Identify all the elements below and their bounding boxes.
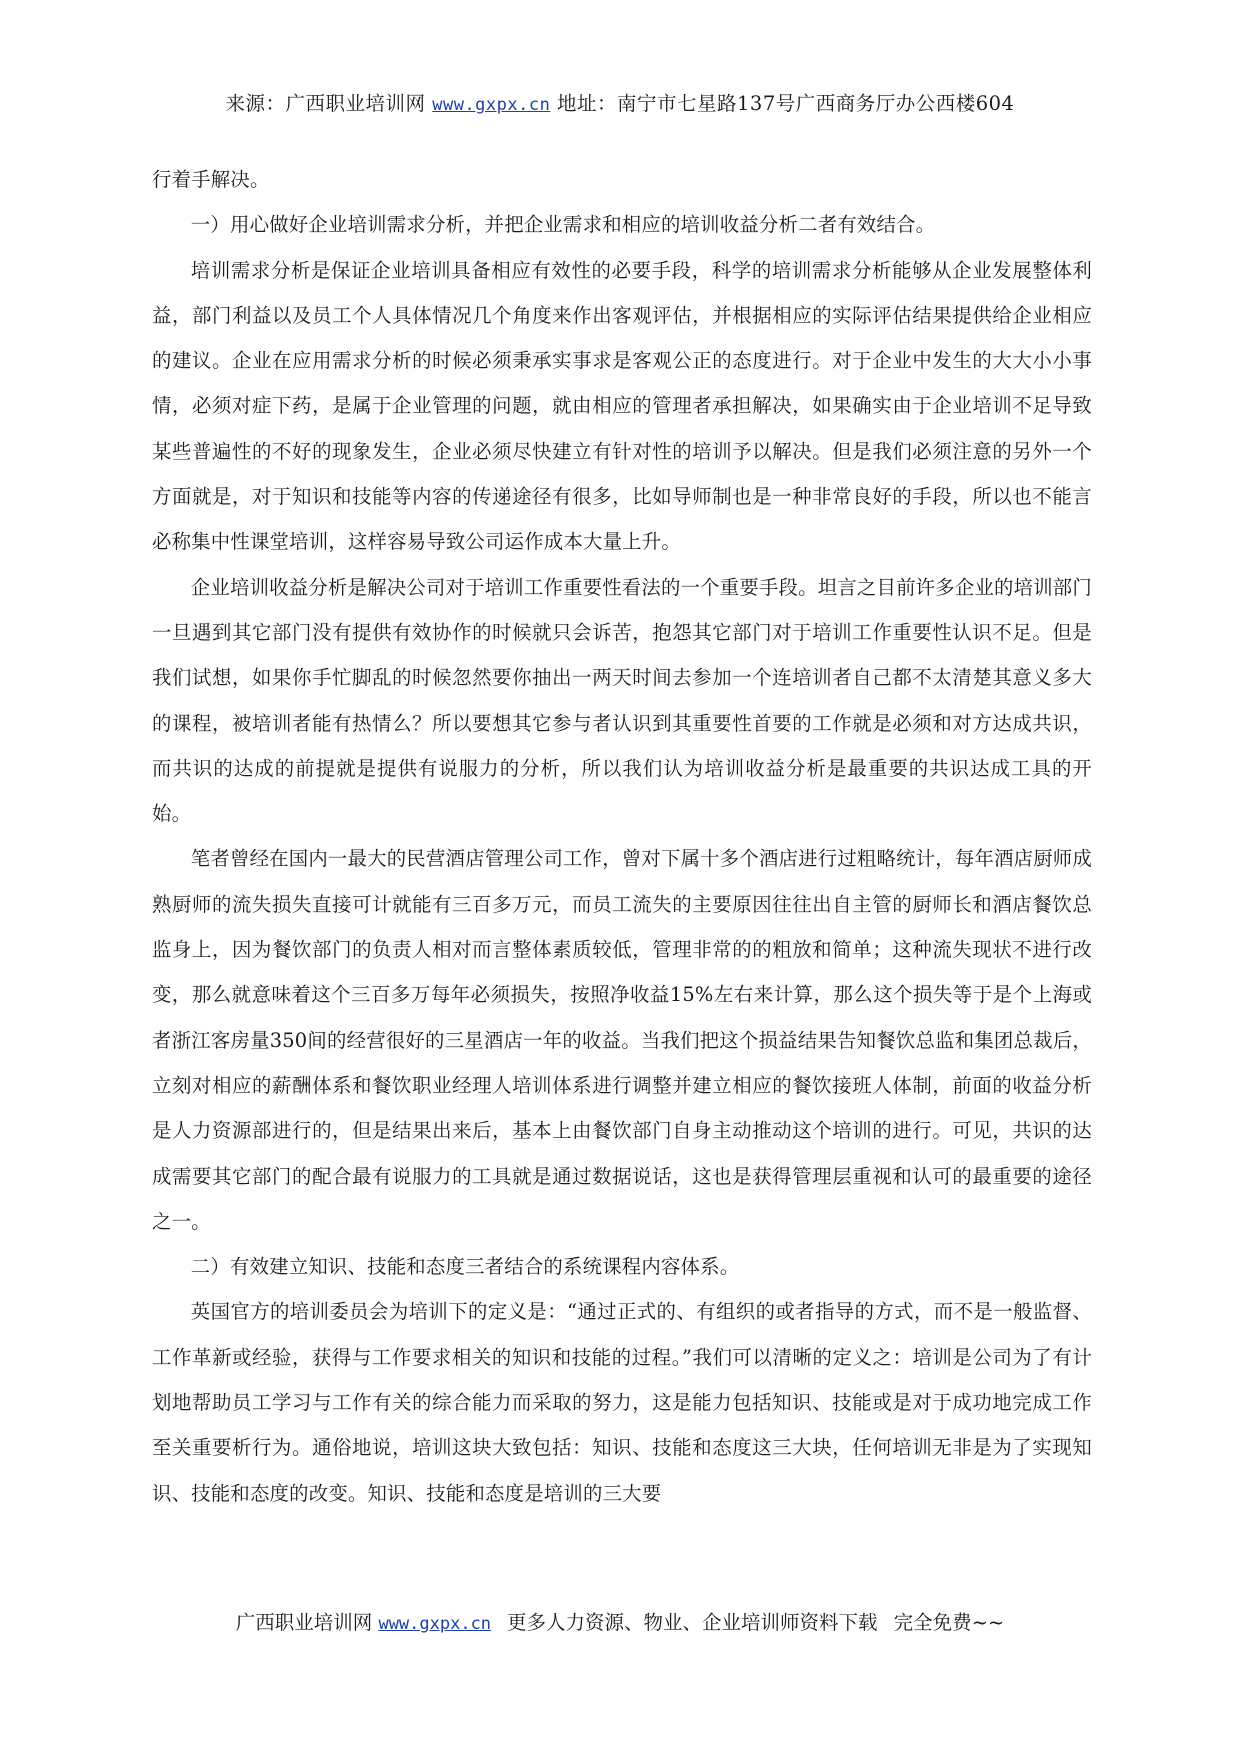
paragraph-continuation: 行着手解决。 xyxy=(152,168,270,191)
paragraph-training-definition: 英国官方的培训委员会为培训下的定义是：“通过正式的、有组织的或者指导的方式，而不是一般监督、工作革新或经验，获得与工作要求相关的知识和技能的过程。”我们可以清晰的定义之：培训是公司为了有计划地帮助员工学习与工作有关的综合能力而采取的努力，这是能力包括知识、技能或是对于成功地完成工作至关重要析行为。通俗地说，培训这块大致包括：知识、技能和态度这三大块，任何培训无非是为了实现知识、技能和态度的改变。知识、技能和态度是培训的三大要 xyxy=(152,1300,1092,1505)
page-header xyxy=(0,88,1240,116)
footer-site-name: 广西职业培训网 xyxy=(235,1611,379,1634)
document-body xyxy=(152,157,1092,1516)
paragraph-benefit-analysis: 企业培训收益分析是解决公司对于培训工作重要性看法的一个重要手段。坦言之目前许多企业的培训部门一旦遇到其它部门没有提供有效协作的时候就只会诉苦，抱怨其它部门对于培训工作重要性认识不足。但是我们试想，如果你手忙脚乱的时候忽然要你抽出一两天时间去参加一个连培训者自己都不太清楚其意义多大的课程，被培训者能有热情么？所以要想其它参与者认识到其重要性首要的工作就是必须和对方达成共识，而共识的达成的前提就是提供有说服力的分析，所以我们认为培训收益分析是最重要的共识达成工具的开始。 xyxy=(152,575,1092,826)
footer-website-link[interactable]: www.gxpx.cn xyxy=(378,1614,492,1634)
footer-free-text: 完全免费~~ xyxy=(893,1611,1005,1634)
paragraph-hotel-case: 笔者曾经在国内一最大的民营酒店管理公司工作，曾对下属十多个酒店进行过粗略统计，每年酒店厨师成熟厨师的流失损失直接可计就能有三百多万元，而员工流失的主要原因往往出自主管的厨师长和酒店餐饮总监身上，因为餐饮部门的负责人相对而言整体素质较低，管理非常的的粗放和简单；这种流失现状不进行改变，那么就意味着这个三百多万每年必须损失，按照净收益15%左右来计算，那么这个损失等于是个上海或者浙江客房量350间的经营很好的三星酒店一年的收益。当我们把这个损益结果告知餐饮总监和集团总裁后，立刻对相应的薪酬体系和餐饮职业经理人培训体系进行调整并建立相应的餐饮接班人体制，前面的收益分析是人力资源部进行的，但是结果出来后，基本上由餐饮部门自身主动推动这个培训的进行。可见，共识的达成需要其它部门的配合最有说服力的工具就是通过数据说话，这也是获得管理层重视和认可的最重要的途径之一。 xyxy=(152,847,1092,1233)
header-website-link[interactable]: www.gxpx.cn xyxy=(432,95,551,115)
section-heading-1: 一）用心做好企业培训需求分析，并把企业需求和相应的培训收益分析二者有效结合。 xyxy=(190,213,936,237)
section-heading-2: 二）有效建立知识、技能和态度三者结合的系统课程内容体系。 xyxy=(190,1255,740,1279)
page-footer xyxy=(0,1607,1240,1635)
paragraph-needs-analysis: 培训需求分析是保证企业培训具备相应有效性的必要手段，科学的培训需求分析能够从企业发展整体利益，部门利益以及员工个人具体情况几个角度来作出客观评估，并根据相应的实际评估结果提供给企业相应的建议。企业在应用需求分析的时候必须秉承实事求是客观公正的态度进行。对于企业中发生的大大小小事情，必须对症下药，是属于企业管理的问题，就由相应的管理者承担解决，如果确实由于企业培训不足导致某些普遍性的不好的现象发生，企业必须尽快建立有针对性的培训予以解决。但是我们必须注意的另外一个方面就是，对于知识和技能等内容的传递途径有很多，比如导师制也是一种非常良好的手段，所以也不能言必称集中性课堂培训，这样容易导致公司运作成本大量上升。 xyxy=(152,258,1092,554)
footer-download-text: 更多人力资源、物业、企业培训师资料下载 xyxy=(507,1611,878,1634)
header-source-label: 来源：广西职业培训网 xyxy=(225,92,433,115)
header-address: 地址：南宁市七星路137号广西商务厅办公西楼604 xyxy=(550,92,1015,115)
